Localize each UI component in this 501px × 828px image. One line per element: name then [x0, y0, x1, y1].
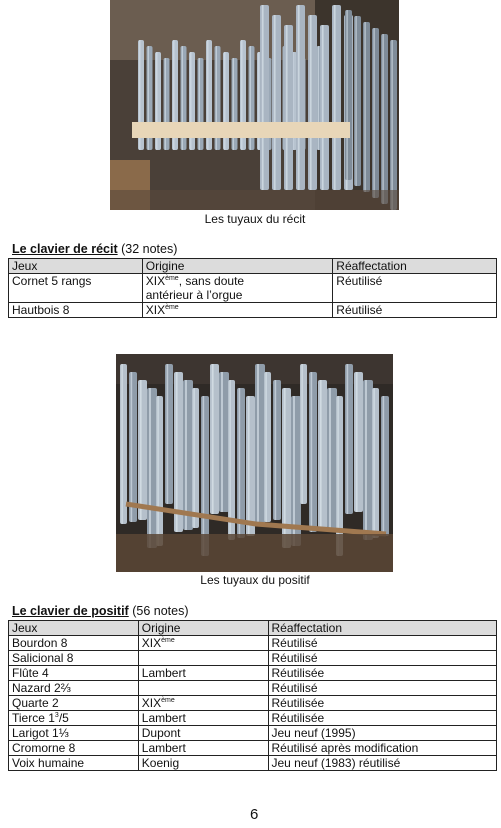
- organ-pipe: [390, 40, 397, 210]
- organ-pipe-highlight: [373, 28, 374, 198]
- organ-pipe: [309, 372, 317, 532]
- organ-pipe-highlight: [365, 380, 367, 540]
- organ-pipe: [183, 380, 193, 530]
- recit-table-header: [9, 259, 497, 274]
- organ-pipe-highlight: [364, 22, 365, 192]
- organ-pipe-highlight: [257, 364, 259, 524]
- jeu-cell: Cromorne 8: [9, 741, 139, 756]
- organ-pipe-highlight: [356, 372, 358, 512]
- jeu-cell: Tierce $1^3/5$: [9, 711, 139, 726]
- organ-pipe: [345, 364, 353, 514]
- organ-pipe: [363, 22, 370, 192]
- col-header-origine: Origine: [138, 621, 268, 636]
- organ-pipe: [156, 396, 163, 546]
- organ-pipe-highlight: [275, 380, 277, 520]
- origine-cell: XIXème: [142, 303, 333, 318]
- origine-cell: Lambert: [138, 741, 268, 756]
- reaffectation-cell: Réutilisé: [268, 636, 497, 651]
- organ-pipe-highlight: [221, 372, 223, 512]
- organ-pipe: [320, 25, 329, 190]
- positif-photo-caption: Les tuyaux du positif: [200, 573, 310, 587]
- jeu-cell: Nazard 2⅔: [9, 681, 139, 696]
- origine-cell: Lambert: [138, 711, 268, 726]
- organ-pipe: [264, 372, 271, 522]
- table-row: [9, 696, 497, 711]
- positif-pipes-illustration: [116, 354, 393, 572]
- organ-pipe-highlight: [167, 364, 169, 504]
- col-header-jeux: Jeux: [9, 259, 143, 274]
- table-row: [9, 303, 497, 318]
- organ-pipe: [372, 388, 379, 538]
- organ-pipe-highlight: [121, 364, 122, 524]
- positif-heading: [12, 604, 188, 618]
- col-header-origine: Origine: [142, 259, 333, 274]
- reaffectation-cell: Réutilisé après modification: [268, 741, 497, 756]
- organ-pipe: [120, 364, 127, 524]
- organ-pipe-highlight: [373, 388, 374, 538]
- recit-title: Le clavier de récit: [12, 242, 118, 256]
- jeu-cell: Salicional 8: [9, 651, 139, 666]
- recit-photo-caption: Les tuyaux du récit: [204, 212, 306, 226]
- organ-pipe: [255, 364, 265, 524]
- positif-table-header: [9, 621, 497, 636]
- organ-pipe: [308, 15, 317, 190]
- organ-pipe: [129, 372, 137, 522]
- organ-pipe: [300, 364, 307, 504]
- organ-pipe: [192, 388, 199, 528]
- organ-pipe: [272, 15, 281, 190]
- recit-pipes-photo: [110, 0, 399, 210]
- table-row: [9, 756, 497, 771]
- organ-pipe: [260, 5, 269, 190]
- organ-pipe-highlight: [149, 388, 151, 548]
- organ-pipe: [296, 5, 305, 190]
- table-row: [9, 726, 497, 741]
- table-row: [9, 636, 497, 651]
- reaffectation-cell: Réutilisée: [268, 666, 497, 681]
- reaffectation-cell: Réutilisée: [268, 711, 497, 726]
- organ-pipe-highlight: [229, 380, 230, 540]
- col-header-reaffectation: Réaffectation: [333, 259, 497, 274]
- col-header-jeux: Jeux: [9, 621, 139, 636]
- origine-cell: Koenig: [138, 756, 268, 771]
- origine-cell: XIXème, sans doute antérieur à l’orgue: [142, 274, 333, 303]
- organ-pipe: [318, 380, 327, 530]
- reaffectation-cell: Réutilisé: [333, 303, 497, 318]
- organ-pipe-highlight: [239, 388, 241, 538]
- organ-pipe: [363, 380, 373, 540]
- positif-title: Le clavier de positif: [12, 604, 129, 618]
- organ-pipe-highlight: [298, 5, 300, 190]
- reaffectation-cell: Réutilisée: [268, 696, 497, 711]
- positif-table: [8, 620, 497, 771]
- origine-cell: XIXème: [138, 696, 268, 711]
- organ-pipe-highlight: [293, 396, 295, 546]
- organ-pipe-highlight: [311, 372, 313, 532]
- organ-pipe: [381, 396, 389, 536]
- organ-pipe: [381, 34, 388, 204]
- organ-pipe-highlight: [203, 396, 205, 556]
- origine-cell: Dupont: [138, 726, 268, 741]
- organ-pipe: [219, 372, 229, 512]
- organ-pipe: [372, 28, 379, 198]
- reaffectation-cell: Réutilisé: [268, 651, 497, 666]
- organ-pipe: [210, 364, 219, 514]
- organ-pipe-highlight: [334, 5, 336, 190]
- organ-pipe: [165, 364, 173, 504]
- organ-pipe-highlight: [310, 15, 312, 190]
- reaffectation-cell: Réutilisé: [333, 274, 497, 303]
- organ-pipe-highlight: [262, 5, 264, 190]
- organ-pipe-highlight: [212, 364, 214, 514]
- jeu-cell: Hautbois 8: [9, 303, 143, 318]
- organ-pipe: [354, 372, 363, 512]
- organ-pipe-highlight: [193, 388, 194, 528]
- organ-pipe: [284, 25, 293, 190]
- jeu-cell: Bourdon 8: [9, 636, 139, 651]
- jeu-cell: Voix humaine: [9, 756, 139, 771]
- organ-pipe: [345, 10, 352, 180]
- organ-pipe: [332, 5, 341, 190]
- recit-table: [8, 258, 497, 318]
- organ-pipe-highlight: [157, 396, 158, 546]
- organ-pipe: [174, 372, 183, 532]
- table-row: [9, 666, 497, 681]
- reaffectation-cell: Réutilisé: [268, 681, 497, 696]
- organ-pipe-highlight: [329, 388, 331, 528]
- organ-pipe: [354, 16, 361, 186]
- organ-pipe: [237, 388, 245, 538]
- organ-pipe-highlight: [320, 380, 322, 530]
- jeu-cell: Flûte 4: [9, 666, 139, 681]
- reaffectation-cell: Jeu neuf (1995): [268, 726, 497, 741]
- organ-pipe: [246, 396, 255, 536]
- col-header-reaffectation: Réaffectation: [268, 621, 497, 636]
- table-row: [9, 274, 497, 303]
- jeu-cell: Quarte 2: [9, 696, 139, 711]
- origine-cell: Lambert: [138, 666, 268, 681]
- positif-note: (56 notes): [132, 604, 189, 618]
- organ-pipe: [273, 380, 281, 520]
- jeu-cell: Larigot 1⅓: [9, 726, 139, 741]
- jeu-cell: Cornet 5 rangs: [9, 274, 143, 303]
- organ-pipe-highlight: [140, 380, 142, 520]
- origine-cell: [138, 681, 268, 696]
- organ-pipe-highlight: [355, 16, 356, 186]
- organ-pipe-highlight: [286, 25, 288, 190]
- organ-pipe-highlight: [301, 364, 302, 504]
- organ-pipe-highlight: [185, 380, 187, 530]
- table-row: [9, 741, 497, 756]
- organ-pipe-highlight: [322, 25, 324, 190]
- organ-pipe-highlight: [131, 372, 133, 522]
- table-row: [9, 651, 497, 666]
- page-number: 6: [250, 806, 259, 823]
- organ-pipe-highlight: [346, 10, 347, 180]
- organ-pipe: [291, 396, 301, 546]
- organ-pipe-highlight: [265, 372, 266, 522]
- recit-pipes-illustration: [110, 0, 399, 210]
- organ-pipe: [327, 388, 337, 528]
- organ-pipe: [201, 396, 209, 556]
- organ-pipe-highlight: [347, 364, 349, 514]
- table-row: [9, 681, 497, 696]
- recit-heading: [12, 242, 177, 256]
- recit-note: (32 notes): [121, 242, 178, 256]
- organ-pipe-highlight: [382, 34, 383, 204]
- organ-pipe-highlight: [176, 372, 178, 532]
- organ-pipe: [228, 380, 235, 540]
- organ-pipe-highlight: [391, 40, 392, 210]
- organ-pipe: [138, 380, 147, 520]
- table-row: [9, 711, 497, 726]
- positif-pipes-photo: [116, 354, 393, 572]
- organ-pipe-highlight: [383, 396, 385, 536]
- origine-cell: [138, 651, 268, 666]
- organ-pipe: [147, 388, 157, 548]
- organ-pipe-highlight: [248, 396, 250, 536]
- organ-pipe-highlight: [274, 15, 276, 190]
- reaffectation-cell: Jeu neuf (1983) réutilisé: [268, 756, 497, 771]
- origine-cell: XIXème: [138, 636, 268, 651]
